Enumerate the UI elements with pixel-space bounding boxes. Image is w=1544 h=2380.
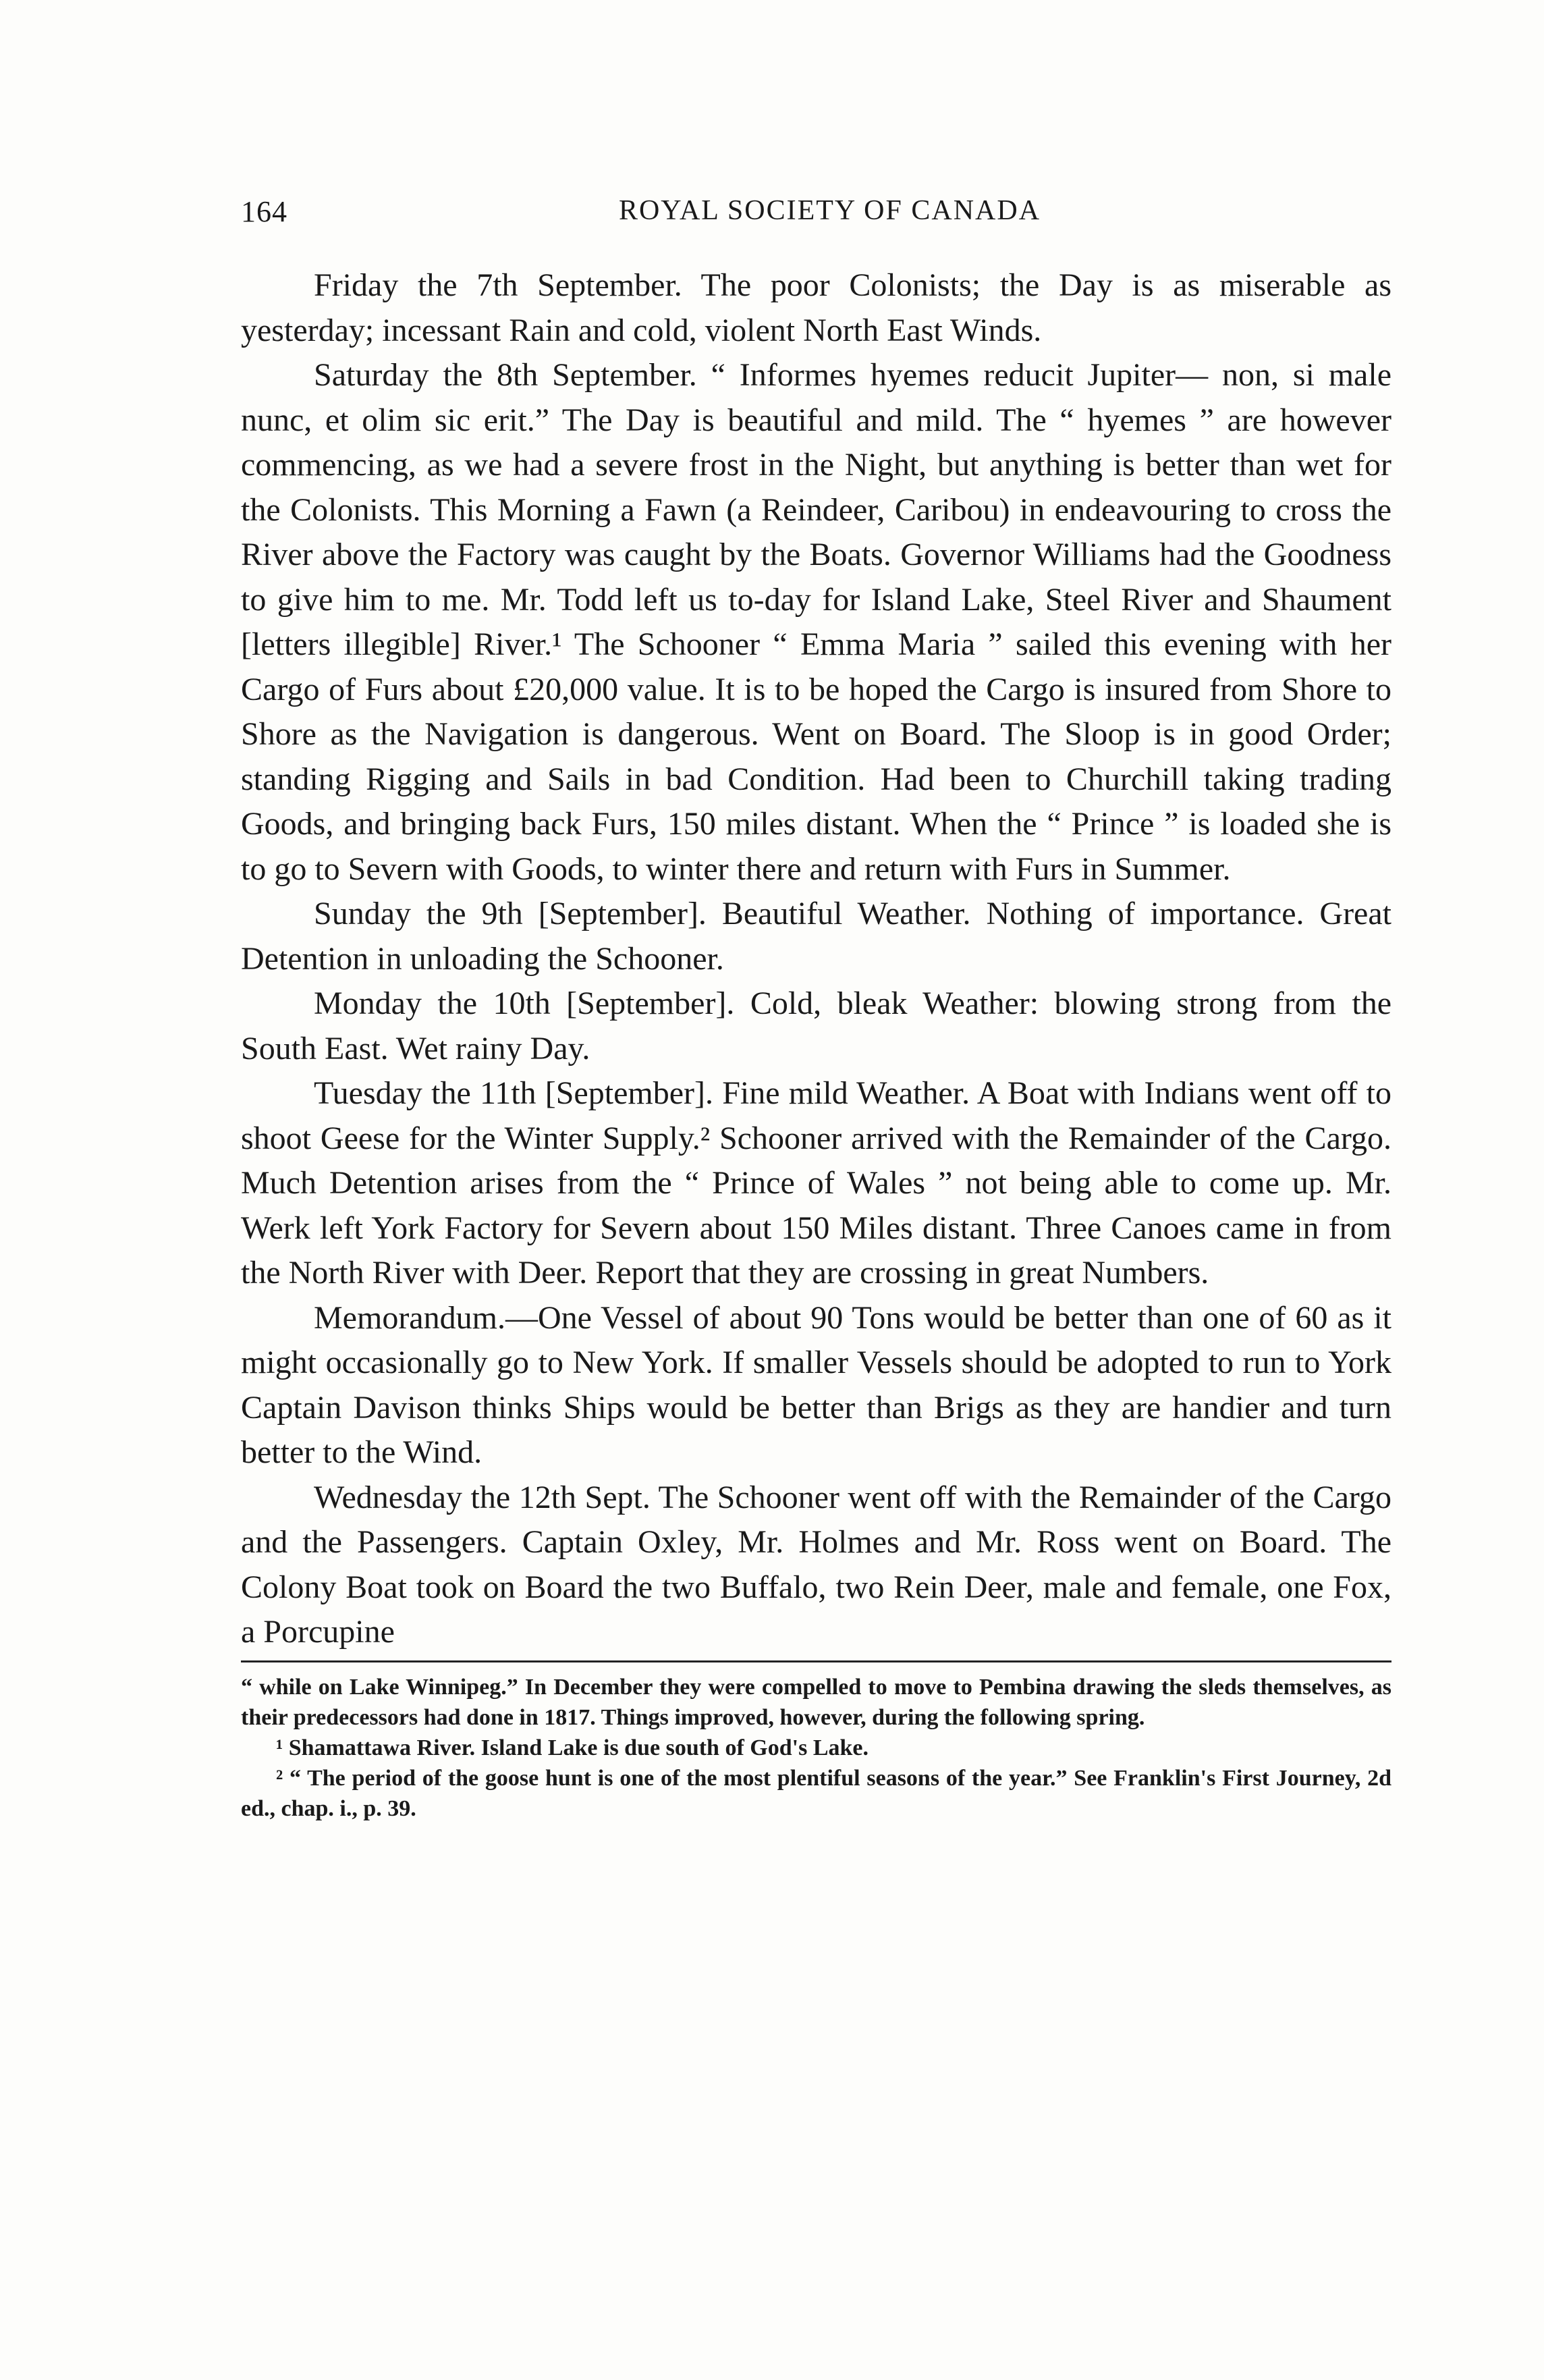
- footnote-divider: [241, 1660, 1391, 1662]
- paragraph-tuesday: Tuesday the 11th [September]. Fine mild Weather. A Boat with Indians went off to shoot Geese for the Winter Supply.² Schooner arrived with the Remainder of the Cargo. Much Detention arises from the “ Prince of Wales ” not being able to come up. Mr. Werk left York Factory for Severn about 150 Miles distant. Three Canoes came in from the North River with Deer. Report that they are crossing in great Numbers.: [241, 1075, 1391, 1291]
- page-content: [241, 194, 1391, 1824]
- footnote-continuation: “ while on Lake Winnipeg.” In December they were compelled to move to Pembina drawing the sleds themselves, as their predecessors had done in 1817. Things improved, however, during the following spring.: [241, 1674, 1391, 1730]
- paragraph-saturday: Saturday the 8th September. “ Informes hyemes reducit Jupiter— non, si male nunc, et olim sic erit.” The Day is beautiful and mild. The “ hyemes ” are however commencing, as we had a severe frost in the Night, but anything is better than wet for the Colonists. This Morning a Fawn (a Reindeer, Caribou) in endeavouring to cross the River above the Factory was caught by the Boats. Governor Williams had the Goodness to give him to me. Mr. Todd left us to-day for Island Lake, Steel River and Shaument [letters illegible] River.¹ The Schooner “ Emma Maria ” sailed this evening with her Cargo of Furs about £20,000 value. It is to be hoped the Cargo is insured from Shore to Shore as the Navigation is dangerous. Went on Board. The Sloop is in good Order; standing Rigging and Sails in bad Condition. Had been to Churchill taking trading Goods, and bringing back Furs, 150 miles distant. When the “ Prince ” is loaded she is to go to Severn with Goods, to winter there and return with Furs in Summer.: [241, 357, 1391, 887]
- page-header: [241, 194, 1391, 235]
- paragraph-wednesday: Wednesday the 12th Sept. The Schooner went off with the Remainder of the Cargo and the Passengers. Captain Oxley, Mr. Holmes and Mr. Ross went on Board. The Colony Boat took on Board the two Buffalo, two Rein Deer, male and female, one Fox, a Porcupine: [241, 1479, 1391, 1650]
- paragraph-sunday: Sunday the 9th [September]. Beautiful Weather. Nothing of importance. Great Detention in unloading the Schooner.: [241, 896, 1391, 977]
- body-text: [241, 263, 1391, 1655]
- page-number: 164: [241, 195, 287, 228]
- running-title: ROYAL SOCIETY OF CANADA: [618, 195, 1041, 226]
- paragraph-memorandum: Memorandum.—One Vessel of about 90 Tons would be better than one of 60 as it might occasionally go to New York. If smaller Vessels should be adopted to run to York Captain Davison thinks Ships would be better than Brigs as they are handier and turn better to the Wind.: [241, 1299, 1391, 1470]
- footnote-1: ¹ Shamattawa River. Island Lake is due south of God's Lake.: [276, 1735, 868, 1760]
- paragraph-friday: Friday the 7th September. The poor Colonists; the Day is as miserable as yesterday; incessant Rain and cold, violent North East Winds.: [241, 267, 1391, 348]
- paragraph-monday: Monday the 10th [September]. Cold, bleak Weather: blowing strong from the South East. Wet rainy Day.: [241, 985, 1391, 1066]
- footnote-2: ² “ The period of the goose hunt is one of the most plentiful seasons of the year.” See Franklin's First Journey, 2d ed., chap. i., p. 39.: [241, 1765, 1391, 1821]
- footnotes: [241, 1672, 1391, 1824]
